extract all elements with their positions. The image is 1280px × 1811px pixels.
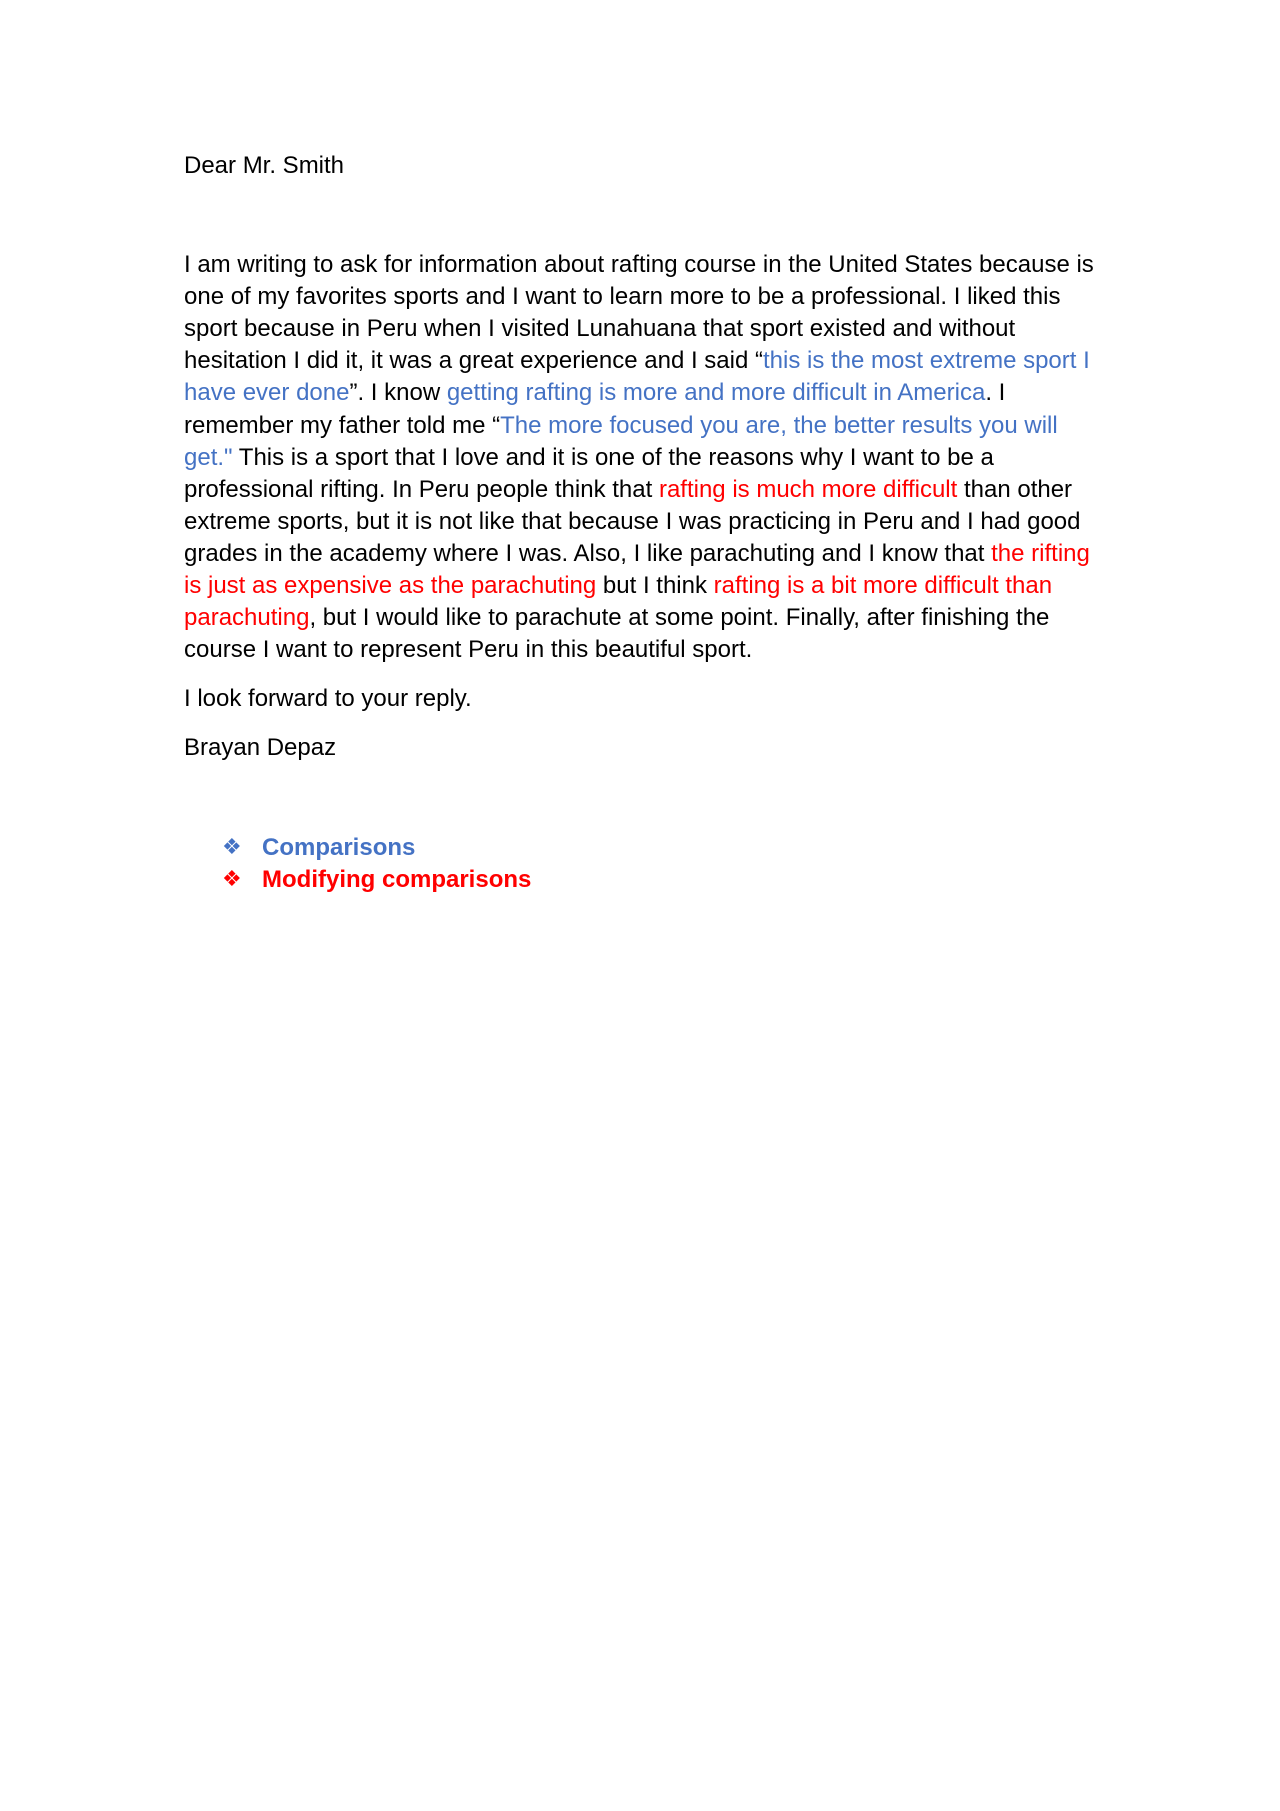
color-legend bbox=[184, 833, 1104, 897]
letter bbox=[184, 150, 1104, 897]
body-text: than other extreme sports, but it is not like that because I was practicing in Peru and I had good grades in the academy where I was. Also, I like parachuting and I know that bbox=[184, 475, 1081, 567]
body-text: , but I would like to parachute at some point. Finally, after finishing the course I want to represent Peru in this beautiful sport. bbox=[184, 604, 1050, 664]
comparison-highlight: The more focused you are, the better results you will get." bbox=[184, 411, 1058, 471]
comparison-highlight: getting rafting is more and more difficult in America bbox=[446, 379, 986, 407]
letter-body bbox=[184, 249, 1104, 666]
legend-label: Comparisons bbox=[262, 834, 416, 862]
legend-item-comparisons bbox=[222, 833, 1104, 865]
modifying-comparison-highlight: rafting is a bit more difficult than parachuting bbox=[184, 572, 1053, 632]
letter-signature: Brayan Depaz bbox=[184, 734, 337, 762]
comparison-highlight: this is the most extreme sport I have ever done bbox=[184, 347, 1090, 407]
diamond-bullet-icon: ❖ bbox=[222, 867, 242, 893]
letter-salutation: Dear Mr. Smith bbox=[184, 152, 345, 179]
body-text: I am writing to ask for information about rafting course in the United States because is one of my favorites sports and I want to learn more to be a professional. I liked this sport because in Peru when I visited Lunahuana that sport existed and without hesitation I did it, it was a great experience and I said “ bbox=[184, 251, 1094, 375]
legend-label: Modifying comparisons bbox=[262, 866, 532, 894]
body-text: This is a sport that I love and it is one of the reasons why I want to be a professional rifting. In Peru people think that bbox=[184, 443, 994, 503]
body-text: . I remember my father told me “ bbox=[184, 379, 1006, 439]
modifying-comparison-highlight: the rifting is just as expensive as the parachuting bbox=[184, 539, 1090, 600]
modifying-comparison-highlight: rafting is much more difficult bbox=[658, 475, 958, 503]
body-text: but I think bbox=[596, 572, 714, 600]
diamond-bullet-icon: ❖ bbox=[222, 835, 242, 861]
letter-closing: I look forward to your reply. bbox=[184, 685, 472, 713]
legend-item-modifying-comparisons bbox=[222, 865, 1104, 897]
body-text: ”. I know bbox=[349, 379, 447, 407]
